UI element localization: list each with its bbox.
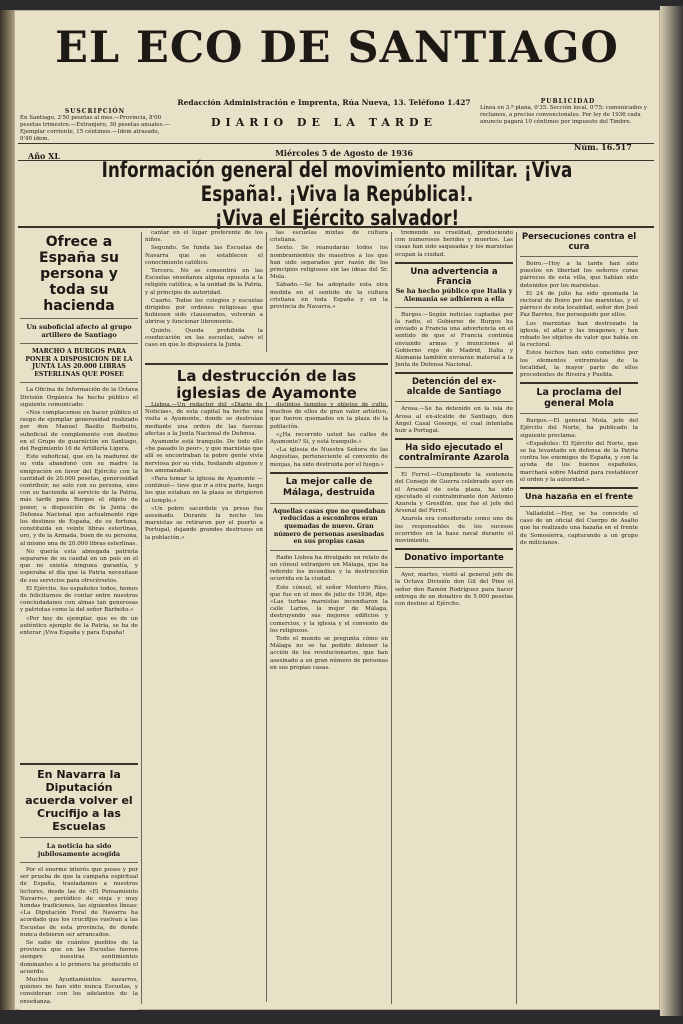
article-body-navarra-cont: [145, 230, 263, 349]
article-body-malaga: [270, 555, 388, 672]
column-3-lower: [270, 402, 388, 1002]
paragraph: Ayer, martes, visitó al general jefe de la Octava División don Gil del Pino el señor don Ramón Rodríguez para hacer entrega de un donativo de 5.000 pesetas con destino al Ejército.: [395, 572, 513, 608]
paragraph: Azarola era considerado como uno de los responsables de los sucesos ocurridos en la base naval durante el movimiento.: [395, 516, 513, 545]
column-divider: [266, 402, 267, 1002]
masthead-title: EL ECO DE SANTIAGO: [55, 23, 619, 73]
paragraph: «Españoles: El Ejército del Norte, que se ha levantado en defensa de la Patria contra los enemigos de España, y con la ayuda de los buenos españoles, marchará sobre Madrid para restablecer el orden y la autoridad.»: [520, 440, 638, 483]
paragraph: Radio Lisboa ha divulgado un relato de un cónsul extranjero en Málaga, que ha referido los incendios y la destrucción ocurrida en la ciudad.: [270, 554, 388, 583]
masthead-rule-top: [18, 143, 654, 144]
paragraph: «¿Ha recorrido usted las calles de Ayamonte? Sí, y está tranquilo.»: [270, 431, 388, 446]
paragraph: Valladolid.—Hoy, se ha conocido el caso de un oficial del Cuerpo de Asalto que ha realizado una hazaña en el frente de Somosierra, capturando a un grupo de milicianos.: [520, 511, 638, 546]
column-2-lower: [145, 402, 263, 978]
diario-subtitle: DIARIO DE LA TARDE: [211, 116, 437, 129]
article-title-navarra: En Navarra la Diputación acuerda volver el Crucifijo a las Escuelas: [25, 768, 133, 833]
paragraph: distintos templos y objetos de culto, muchos de ellos de gran valor artístico, que fueron quemados en la plaza de la población.: [270, 402, 388, 430]
paragraph: Boiro.—Hoy a la tarde han sido puestos en libertad los señores curas párrocos de esta villa, que habían sido detenidos por los marxistas.: [520, 261, 638, 289]
paragraph: «Nos complacemos en hacer público el rasgo de ejemplar generosidad realizado por don Manuel Basilio Barbeito, suboficial de complemento con destino en el Grupo de guarnición en Santiago, del Regimiento 16 de Artillería Ligera.: [20, 409, 138, 452]
paragraph: Este suboficial, que en la madurez de su vida abandonó con su madre la emigración en favor del Ejército con la cantidad de 20.000 pesetas, generosidad contribuir, no solo con su persona, sino con su hacienda al servicio de la Patria, más tarde para Burgos el objeto de poner, a disposición de la Junta de Defensa Nacional que actualmente rige los destinos de España, de su fortuna, constituida en veinte libras esterlinas, oro, y de la Armada, buen de su persona, al mismo una de 20.000 libras esterlinas.: [20, 454, 138, 547]
article-subtitle-ofrece: Un suboficial afecto al grupo artillero de Santiago: [26, 323, 132, 339]
column-4: [395, 230, 513, 1008]
paragraph: El 24 de julio ha sido quemada la rectoral de Boiro por los marxistas, y el párroco de esta localidad, señor don José Paz Barrios, fue perseguido por ellos.: [520, 290, 638, 319]
article-title-donativo: Donativo importante: [404, 553, 504, 564]
main-headline: [79, 158, 596, 230]
article-title-hazana: Una hazaña en el frente: [524, 492, 634, 502]
paragraph: Por el enorme interés que posee y por ser prueba de que la campaña espiritual de España, trasladamos a nuestros lectores, desde las de «El Pensamiento Navarro», periódico de vieja y muy hondas tradiciones, las siguientes líneas: «La Diputación Foral de Navarra ha acordado que los crucifijos vuelvan a las Escuelas de esta provincia, de donde nunca debieron ser arrancados.: [20, 867, 138, 938]
paragraph: Quinto. Queda prohibida la coeducación en las escuelas, salvo el caso en que lo dispusiera la Junta.: [145, 327, 263, 349]
article-body-navarra: [20, 867, 138, 1006]
year-label: Año XL: [28, 151, 60, 161]
article-title-ofrece: Ofrece a España su persona y toda su hacienda: [39, 234, 119, 314]
article-title-proclama: La proclama del general Mola: [536, 387, 622, 410]
article-subtitle-navarra: La noticia ha sido jubilosamente acogida: [37, 842, 121, 858]
paragraph: Los marxistas han destrozado la iglesia, el altar y las imágenes, y han robado los objetos de valor que había en la rectoral.: [520, 320, 638, 349]
column-divider: [391, 232, 392, 1004]
advertising-box: [480, 98, 656, 126]
paragraph: Arosa.—Se ha detenido en la isla de Arosa al ex-alcalde de Santiago, don Ángel Casal Gosenje, el cual intentaba huir a Portugal.: [395, 406, 513, 435]
paragraph: tremendo su crueldad, produciendo con numerosos heridos y muertos. Las casas han sido saqueadas y los marxistas ocupan la ciudad.: [395, 230, 513, 258]
article-title-ayamonte: La destrucción de las iglesias de Ayamonte: [176, 367, 357, 402]
paragraph: Ayamonte está tranquilo. De todo ello «he pasado lo peor», y que marxistas que allí se encontraban la pobre gente vivía nerviosa por su vida, fusilando algunos y les amenazaban.: [145, 439, 263, 474]
subscription-text: En Santiago, 2'50 pesetas al mes.—Provincia, 8'00 pesetas trimestre.—Extranjero, 30 pesetas anuales.—Ejemplar corriente, 15 céntimos.—Idem atrasado, 0'40 idem.: [20, 115, 170, 142]
article-body-ofrece: [20, 387, 138, 637]
advertising-text: Línea en 3.ª plana, 0'35. Sección local, 0'75; comunicados y reclamos, a precios convencionales. Por ley de 1936 cada anuncio pagará 10 céntimos por impuesto del Timbre.: [480, 105, 647, 125]
newspaper-page: [14, 10, 660, 1010]
column-5: [520, 230, 638, 1008]
article-body-malaga-cont: [395, 230, 513, 259]
headline-line-1: Información general del movimiento militar. ¡Viva España!. ¡Viva la República!.: [101, 158, 573, 206]
paragraph: Se sabe de cuántos pueblos de la provincia que en las Escuelas fueron siempre nuestras sentimientos dominantes a lo primero ha producido el acuerdo.: [20, 940, 138, 975]
paragraph: Todo el mundo se pregunta cómo en Málaga no se ha podido detener la acción de los revolucionarios, que han asesinado a un gran número de personas en sus propias casas.: [270, 636, 388, 671]
paragraph: «Un pobre sacerdote ya preso fue asesinado. Durante la noche los marxistas se retiraron por el puerto a Portugal, dejando grandes destrozos en la población.»: [145, 505, 263, 541]
paragraph: las escuelas mixtas de cultura cristiana.: [270, 230, 388, 244]
article-body-persecuciones: [520, 261, 638, 379]
paragraph: El Ferrol.—Cumpliendo la sentencia del Consejo de Guerra celebrado ayer en el Arsenal de esta plaza, ha sido ejecutado el contralmirante don Antonio Azarola y Gresillón, que fue el jefe del Arsenal del Ferrol.: [395, 472, 513, 515]
article-body-ayamonte: [145, 402, 263, 542]
paragraph: «Para tomar la iglesia de Ayamonte —continuó— tuve que ir a otra parte, luego los que estaban en la plaza se dirigieron al templo.»: [145, 476, 263, 504]
paragraph: No quería esta abnegada patriota separarse de su caudal en un país en el que no existía ninguna garantía, y esperaba el día que la Patria necesitase de sus servicios para ofrecérselos.: [20, 548, 138, 584]
article-title-persecuciones: Persecuciones contra el cura: [521, 232, 637, 252]
redaccion-line: Redacción Administración e Imprenta, Rúa Nueva, 13. Teléfono 1.427: [177, 98, 471, 107]
paragraph: Este cónsul, el señor Montoro Ríos, que fue en el mes de julio de 1936, dijo: «Las turbas marxistas incendiaron la calle Larios, la mejor de Málaga, destruyendo sus mejores edificios y comercios, y la iglesia y el convento de los religiosos.: [270, 584, 388, 634]
paragraph: cantar en el lugar preferente de los niños.: [145, 230, 263, 244]
article-body-ayamonte-cont: [270, 402, 388, 469]
article-subtitle-advertencia: Se ha hecho público que Italia y Alemania se adhieren a ella: [395, 286, 513, 303]
paragraph: Burgos.—Según noticias captadas por la radio, el Gobierno de Burgos ha enviado a Francia una advertencia en el sentido de que si Francia continúa enviando armas y municiones al Gobierno rojo de Madrid, Italia y Alemania también enviarán material a la Junta de Defensa Nacional.: [395, 311, 513, 369]
article-title-advertencia: Una advertencia a Francia: [410, 266, 498, 287]
paragraph: Sábado.—Se ha adoptado esta otra medida en el sentido de la cultura cristiana en toda España y en la provincia de Navarra.»: [270, 282, 388, 311]
headline-rule: [18, 226, 654, 228]
paragraph: «Por hoy de ejemplar, que es de un auténtico ejemplo de la Patria, se ha de enterar ¡Viva España y para España!: [20, 615, 138, 637]
paragraph: Sexto. Se reanudarán todos los nombramientos de maestros a los que han sido separados por razón de los principios religiosos sin las ideas del Sr. Mola.: [270, 245, 388, 281]
paragraph: Muchos Ayuntamientos navarros, quienes no han sido nunca Escuelas, y consideran con los adelantos de la enseñanza.: [20, 977, 138, 1005]
article-title-azarola: Ha sido ejecutado el contralmirante Azarola: [398, 443, 510, 464]
article-caps-ofrece: MARCHO A BURGOS PARA PONER A DISPOSICION DE LA JUNTA LAS 20.000 LIBRAS ESTERLINAS QUE POSEE: [25, 348, 133, 378]
article-body-proclama: [520, 418, 638, 484]
paragraph: Burgos.—El general Mola, jefe del Ejército del Norte, ha publicado la siguiente proclama:: [520, 418, 638, 439]
article-title-malaga: La mejor calle de Málaga, destruida: [283, 476, 375, 498]
book-binding: [0, 10, 14, 1010]
paragraph: Lisboa.—Un redactor del «Diário de Noticias», de esta capital ha hecho una visita a Ayamonte, donde se destruían mediante una orden de las fuerzas afectas a la Junta Nacional de Defensa.: [145, 402, 263, 437]
column-divider: [266, 232, 267, 352]
paragraph: La Oficina de Información de la Octava División Orgánica ha hecho público el siguiente comunicado:: [20, 387, 138, 408]
page-edge: [660, 6, 683, 1016]
paragraph: Tercero. No se consentirá en las Escuelas enseñanza alguna opuesta a la religión católica, a la unidad de la Patria, y al principio de autoridad.: [145, 268, 263, 296]
paragraph: Estos hechos han sido cometidos por los elementos extremistas de la localidad, la mayor parte de ellos procedentes de Riveira y Puebla.: [520, 350, 638, 379]
column-divider: [141, 232, 142, 1004]
article-navarra: [20, 760, 138, 1010]
article-body-azarola: [395, 472, 513, 545]
issue-date: Miércoles 5 de Agosto de 1936: [275, 148, 413, 158]
article-body-detencion: [395, 406, 513, 435]
issue-number: Núm. 16.517: [574, 142, 632, 152]
paragraph: El Ejército, los españoles todos, hemos de felicitarnos de contar entre nuestros conciudadanos con almas tan generosas y patriotas como la del señor Barbeito.»: [20, 585, 138, 614]
advertising-heading: PUBLICIDAD: [540, 98, 596, 105]
article-body-donativo: [395, 572, 513, 608]
headline-line-2: ¡Viva el Ejército salvador!: [214, 206, 460, 230]
subscription-heading: SUSCRIPCIÓN: [64, 108, 126, 115]
article-body-navarra-cont2: [270, 230, 388, 311]
paragraph: Segundo. Se funda las Escuelas de Navarra que se establecen el conocimiento católico.: [145, 245, 263, 266]
article-body-hazana: [520, 511, 638, 547]
article-body-advertencia: [395, 312, 513, 370]
article-caps-malaga: Aquellas casas que no quedaban reducidas a escombros eran quemadas de nuevo. Gran número de personas asesinadas en sus propias casas: [272, 507, 386, 546]
column-divider: [516, 232, 517, 1004]
paragraph: Cuarto. Todos los colegios y escuelas dirigidos por ordenes religiosas que hubiesen sido clausurados, volverán a abrirse y funcionar libremente.: [145, 297, 263, 326]
article-title-detencion: Detención del ex-alcalde de Santiago: [406, 377, 502, 398]
paragraph: «La iglesia de Nuestra Señora de las Angustias, perteneciente al convento de monjas, ha sido destruida por el fuego.»: [270, 447, 388, 468]
subscription-box: [20, 108, 170, 143]
